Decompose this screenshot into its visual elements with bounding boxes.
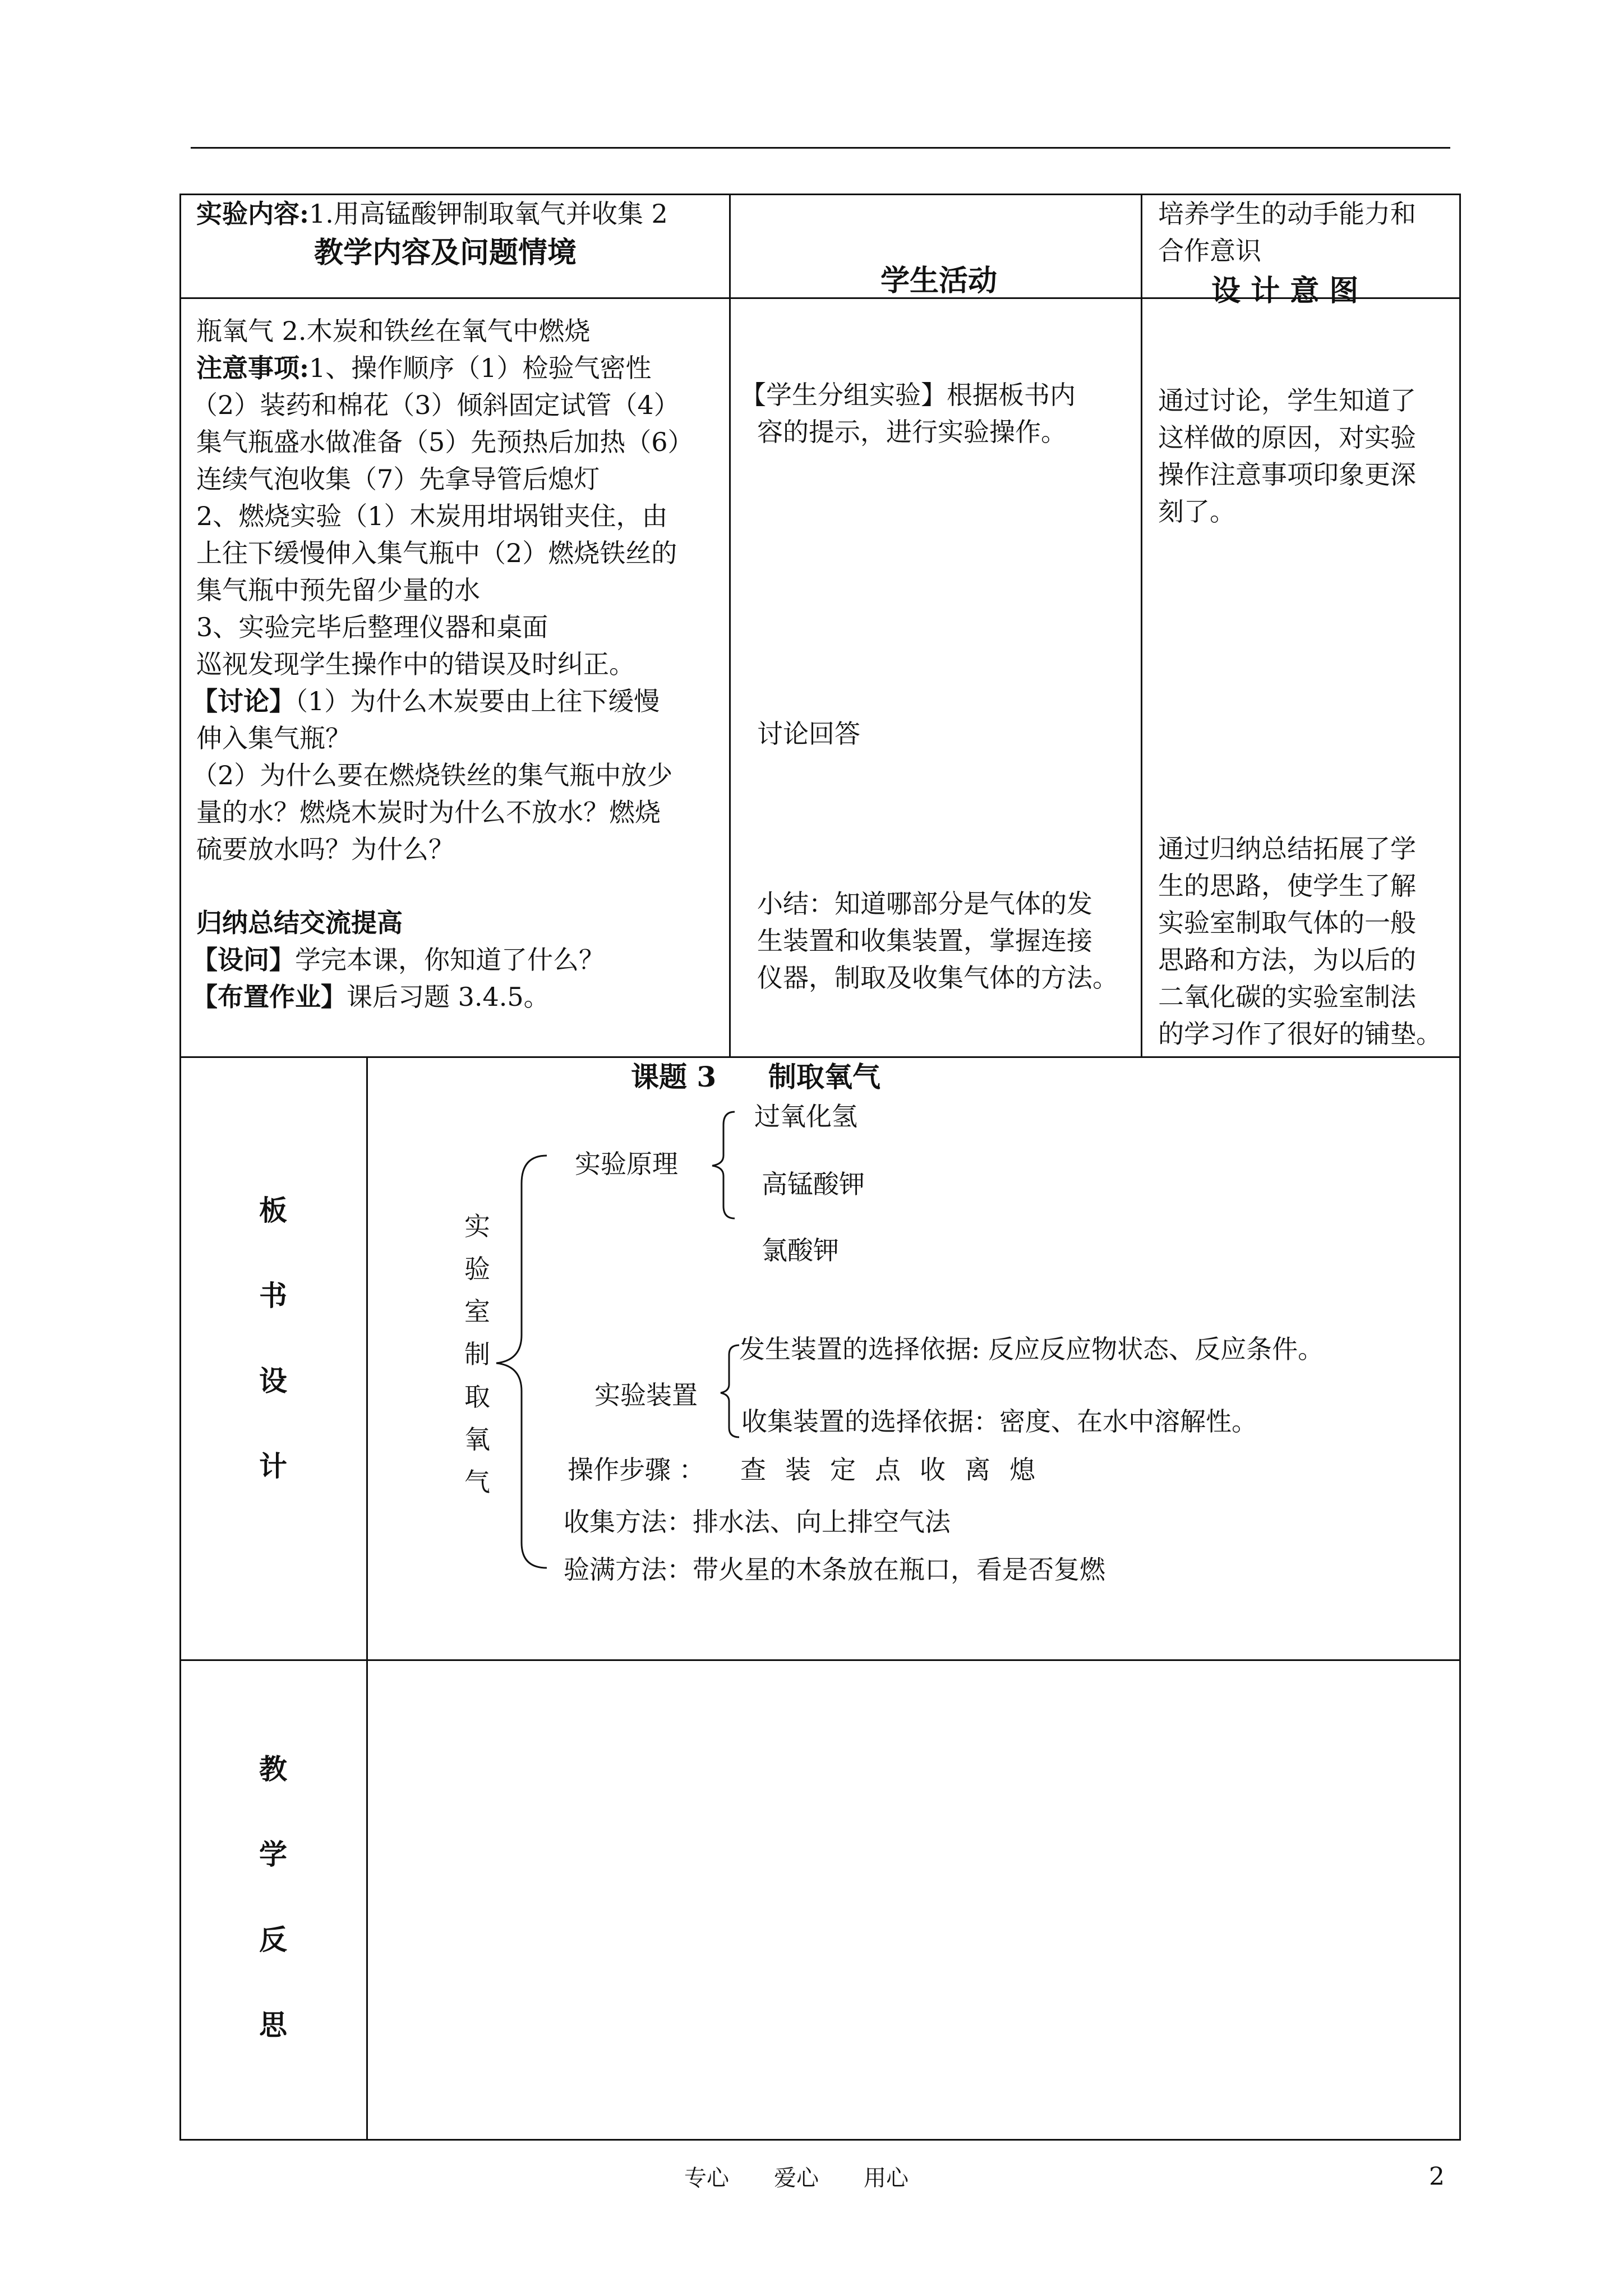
board-title-text: 制取氧气 [768, 1060, 880, 1093]
col2-line: 仪器，制取及收集气体的方法。 [757, 963, 1118, 993]
col1-line: 瓶氧气 2.木炭和铁丝在氧气中燃烧 [196, 316, 591, 346]
col1-line: 上往下缓慢伸入集气瓶中（2）燃烧铁丝的 [196, 538, 677, 568]
col1-line: 连续气泡收集（7）先拿导管后熄灯 [196, 464, 600, 494]
col1-line: 硫要放水吗？为什么？ [196, 834, 454, 864]
reflection-label-char: 学 [259, 1838, 287, 1871]
col1-line: 巡视发现学生操作中的错误及时纠正。 [196, 649, 635, 679]
principle-label: 实验原理 [575, 1149, 678, 1179]
step-item: 离 [965, 1455, 990, 1485]
reflection-label-char: 反 [259, 1923, 287, 1956]
reflection-label-char: 思 [259, 2008, 287, 2041]
col3-line: 刻了。 [1158, 496, 1235, 527]
footer-motto: 专心 爱心 用心 [684, 2165, 909, 2191]
label-experiment-content: 实验内容: [196, 199, 309, 229]
step-item: 装 [785, 1455, 811, 1485]
col2-line: 容的提示，进行实验操作。 [757, 417, 1067, 447]
col3-line: 二氧化碳的实验室制法 [1158, 982, 1416, 1012]
label-homework: 【布置作业】 [192, 982, 347, 1012]
page-number: 2 [1429, 2162, 1445, 2191]
apparatus-item: 发生装置的选择依据: 反应反应物状态、反应条件。 [739, 1334, 1324, 1364]
step-item: 查 [740, 1455, 766, 1485]
col1-line: 集气瓶中预先留少量的水 [196, 575, 480, 605]
root-char: 气 [464, 1467, 490, 1497]
col3-title: 设 计 意 图 [1211, 274, 1359, 308]
root-char: 验 [464, 1254, 490, 1284]
principle-item: 过氧化氢 [754, 1101, 857, 1131]
step-item: 收 [920, 1455, 946, 1485]
root-char: 实 [464, 1211, 490, 1241]
col1-summary-heading: 归纳总结交流提高 [196, 908, 403, 938]
col1-line: 伸入集气瓶？ [196, 723, 351, 753]
step-item: 熄 [1009, 1455, 1035, 1485]
board-label-char: 设 [259, 1364, 287, 1397]
col2-line: 生装置和收集装置，掌握连接 [757, 926, 1092, 956]
collect-method: 收集方法：排水法、向上排空气法 [564, 1507, 951, 1537]
col1-notes-text: 1、操作顺序（1）检验气密性 [308, 353, 652, 383]
main-brace [496, 1156, 547, 1568]
col2-title: 学生活动 [880, 264, 998, 298]
board-label-char: 书 [259, 1279, 287, 1312]
label-discuss: 【讨论】 [192, 686, 295, 716]
col3-line: 的学习作了很好的铺垫。 [1158, 1019, 1442, 1049]
col2-line: 【学生分组实验】根据板书内 [740, 380, 1076, 410]
steps-label: 操作步骤 ： [568, 1455, 705, 1485]
col2-line: 讨论回答 [757, 719, 860, 749]
col3-header-line2: 合作意识 [1158, 236, 1261, 266]
principle-brace [712, 1112, 735, 1218]
col1-line: （2）为什么要在燃烧铁丝的集气瓶中放少 [192, 760, 673, 790]
root-char: 取 [464, 1382, 490, 1412]
apparatus-item: 收集装置的选择依据：密度、在水中溶解性。 [741, 1406, 1257, 1437]
col3-line: 这样做的原因，对实验 [1158, 422, 1416, 453]
col1-homework-text: 课后习题 3.4.5。 [347, 982, 550, 1012]
step-item: 定 [830, 1455, 856, 1485]
reflection-label-char: 教 [259, 1752, 287, 1786]
principle-item: 高锰酸钾 [762, 1169, 865, 1199]
principle-item: 氯酸钾 [762, 1235, 839, 1266]
experiment-content-text: 1.用高锰酸钾制取氧气并收集 2 [308, 199, 668, 229]
root-char: 氧 [464, 1424, 490, 1455]
board-label-char: 计 [259, 1450, 287, 1483]
label-ask: 【设问】 [192, 945, 295, 975]
root-char: 制 [464, 1339, 490, 1369]
col1-title: 教学内容及问题情境 [314, 236, 577, 270]
col3-line: 实验室制取气体的一般 [1158, 908, 1416, 938]
step-item: 点 [875, 1455, 901, 1485]
col1-line: 集气瓶盛水做准备（5）先预热后加热（6） [196, 427, 694, 457]
col1-ask-text: 学完本课，你知道了什么？ [295, 945, 605, 975]
col3-header-line1: 培养学生的动手能力和 [1158, 199, 1416, 229]
col1-line: 3、实验完毕后整理仪器和桌面 [196, 612, 548, 642]
col1-line: 2、燃烧实验（1）木炭用坩埚钳夹住，由 [196, 501, 668, 531]
label-notes: 注意事项: [196, 353, 309, 383]
col1-discuss-text: （1）为什么木炭要由上往下缓慢 [295, 686, 660, 716]
col3-line: 生的思路，使学生了解 [1158, 871, 1416, 901]
root-char: 室 [464, 1296, 490, 1327]
col3-line: 思路和方法，为以后的 [1158, 945, 1416, 975]
board-title-number: 课题 3 [631, 1060, 717, 1093]
col3-line: 通过归纳总结拓展了学 [1158, 834, 1416, 864]
col3-line: 操作注意事项印象更深 [1158, 459, 1416, 490]
apparatus-brace [721, 1345, 739, 1437]
board-label-char: 板 [259, 1194, 287, 1227]
col2-line: 小结：知道哪部分是气体的发 [757, 889, 1092, 919]
col3-line: 通过讨论，学生知道了 [1158, 385, 1416, 416]
apparatus-label: 实验装置 [594, 1380, 698, 1410]
col1-line: （2）装药和棉花（3）倾斜固定试管（4） [192, 390, 680, 420]
col1-line: 量的水？燃烧木炭时为什么不放水？燃烧 [196, 797, 661, 827]
check-method: 验满方法：带火星的木条放在瓶口，看是否复燃 [564, 1554, 1105, 1585]
